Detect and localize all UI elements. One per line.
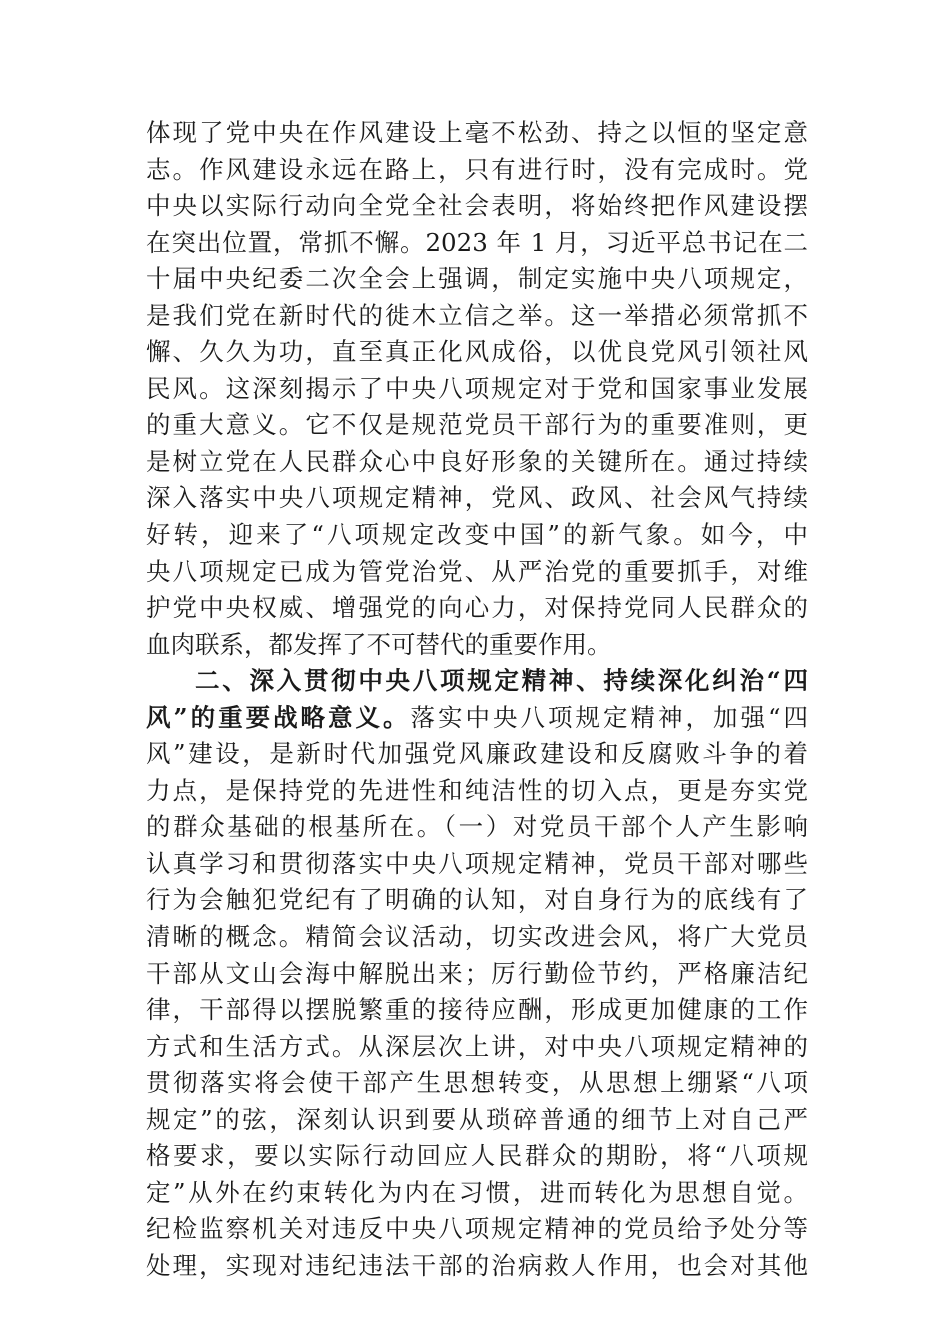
text-line: 处理，实现对违纪违法干部的治病救人作用，也会对其他	[146, 1250, 808, 1280]
text-line: 方式和生活方式。从深层次上讲，对中央八项规定精神的	[146, 1031, 808, 1061]
text-line: 规定”的弦，深刻认识到要从琐碎普通的细节上对自己严	[146, 1104, 808, 1134]
text-line: 律，干部得以摆脱繁重的接待应酬，形成更加健康的工作	[146, 995, 808, 1025]
text-line: 干部从文山会海中解脱出来；厉行勤俭节约，严格廉洁纪	[146, 958, 808, 988]
body-text	[146, 115, 808, 1285]
section-heading-end: 风”的重要战略意义。	[146, 702, 411, 732]
text-line: 风”建设，是新时代加强党风廉政建设和反腐败斗争的着	[146, 739, 808, 769]
text-line: 的群众基础的根基所在。（一）对党员干部个人产生影响	[146, 812, 808, 842]
section-heading: 二、深入贯彻中央八项规定精神、持续深化纠治“四	[195, 666, 808, 696]
text-line: 是我们党在新时代的徙木立信之举。这一举措必须常抓不	[146, 300, 808, 330]
text-line: 深入落实中央八项规定精神，党风、政风、社会风气持续	[146, 483, 808, 513]
text-line: 在突出位置，常抓不懈。2023 年 1 月，习近平总书记在二	[146, 227, 808, 257]
text-line: 贯彻落实将会使干部产生思想转变，从思想上绷紧“八项	[146, 1068, 808, 1098]
text-line: 护党中央权威、增强党的向心力，对保持党同人民群众的	[146, 593, 808, 623]
text-line: 行为会触犯党纪有了明确的认知，对自身行为的底线有了	[146, 885, 808, 915]
text-line: 志。作风建设永远在路上，只有进行时，没有完成时。党	[146, 154, 808, 184]
text-line: 体现了党中央在作风建设上毫不松劲、持之以恒的坚定意	[146, 118, 808, 147]
text-line: 央八项规定已成为管党治党、从严治党的重要抓手，对维	[146, 556, 808, 586]
text-line: 血肉联系，都发挥了不可替代的重要作用。	[146, 629, 612, 659]
text-line: 中央以实际行动向全党全社会表明，将始终把作风建设摆	[146, 191, 808, 221]
text-line: 认真学习和贯彻落实中央八项规定精神，党员干部对哪些	[146, 848, 808, 878]
section-heading-line	[146, 663, 808, 700]
text-line: 定”从外在约束转化为内在习惯，进而转化为思想自觉。	[146, 1177, 808, 1207]
text-line: 纪检监察机关对违反中央八项规定精神的党员给予处分等	[146, 1214, 808, 1244]
text-line: 清晰的概念。精简会议活动，切实改进会风，将广大党员	[146, 922, 808, 952]
text-line: 是树立党在人民群众心中良好形象的关键所在。通过持续	[146, 446, 808, 476]
text-line: 好转，迎来了“八项规定改变中国”的新气象。如今，中	[146, 520, 808, 550]
text-line: 民风。这深刻揭示了中央八项规定对于党和国家事业发展	[146, 373, 808, 403]
text-run: 落实中央八项规定精神，加强“四	[410, 702, 808, 732]
text-line: 的重大意义。它不仅是规范党员干部行为的重要准则，更	[146, 410, 808, 440]
text-line	[146, 700, 808, 737]
text-line: 懈、久久为功，直至真正化风成俗，以优良党风引领社风	[146, 337, 808, 367]
text-line: 十届中央纪委二次全会上强调，制定实施中央八项规定，	[146, 264, 808, 294]
text-line: 格要求，要以实际行动回应人民群众的期盼，将“八项规	[146, 1141, 808, 1171]
text-line: 力点，是保持党的先进性和纯洁性的切入点，更是夯实党	[146, 775, 808, 805]
